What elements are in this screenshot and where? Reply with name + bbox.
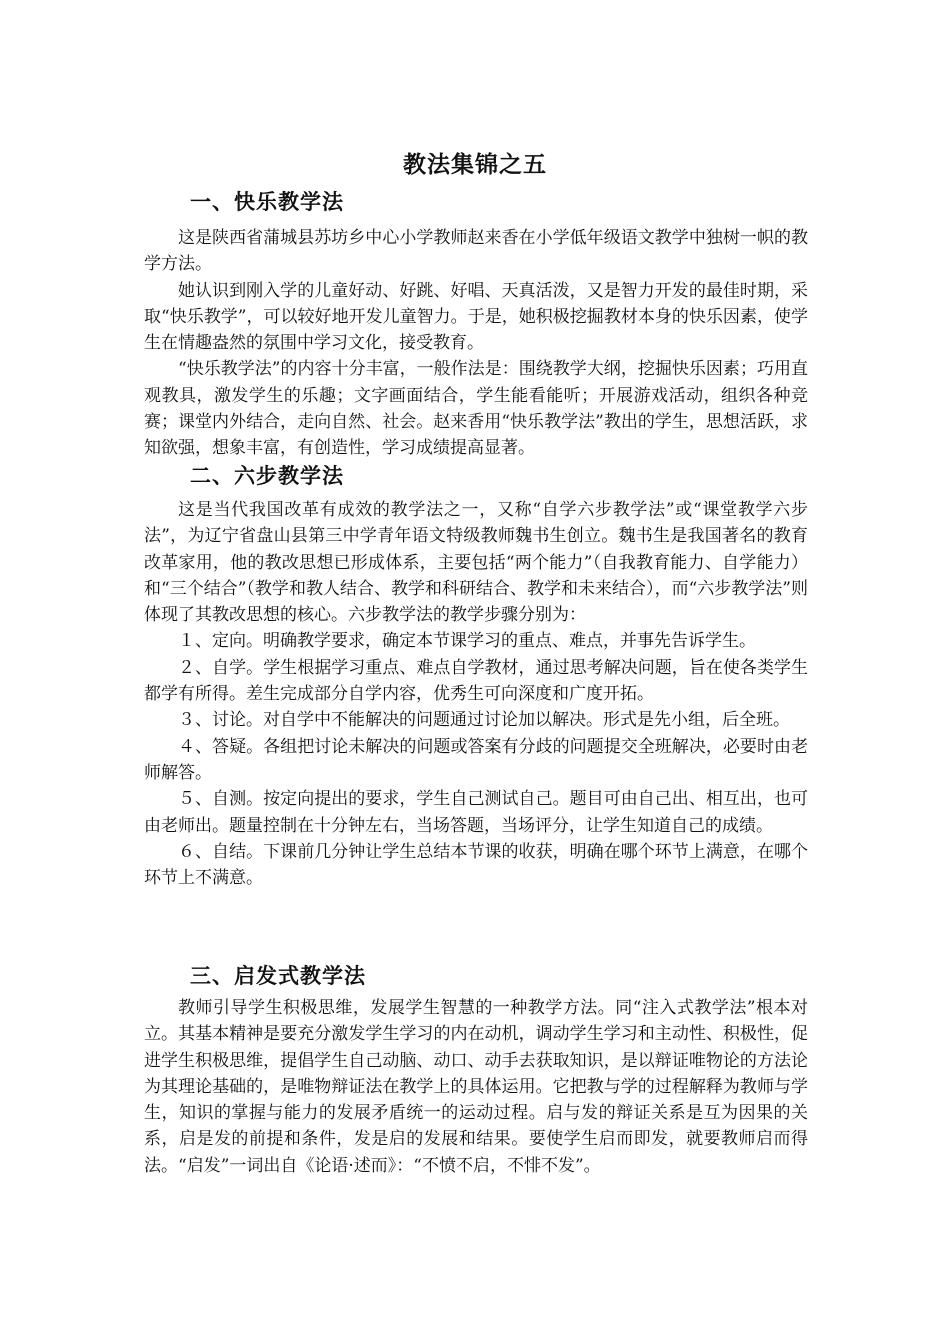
document-title: 教法集锦之五	[403, 151, 547, 178]
paragraph: 这是陕西省蒲城县苏坊乡中心小学教师赵来香在小学低年级语文教学中独树一帜的教学方法。	[144, 228, 808, 275]
section-body-3	[144, 995, 808, 1179]
section-body-2	[144, 497, 808, 891]
section-heading-3: 三、启发式教学法	[190, 963, 366, 988]
list-item: ６、自结。下课前几分钟让学生总结本节课的收获，明确在哪个环节上满意，在哪个环节上不满意。	[144, 841, 808, 889]
section-body-1	[144, 225, 808, 462]
list-item: ２、自学。学生根据学习重点、难点自学教材，通过思考解决问题，旨在使各类学生都学有所得。差生完成部分自学内容，优秀生可向深度和广度开拓。	[144, 657, 808, 705]
list-item: １、定向。明确教学要求，确定本节课学习的重点、难点，并事先告诉学生。	[178, 631, 756, 652]
list-item: ５、自测。按定向提出的要求，学生自己测试自己。题目可由自己出、相互出，也可由老师出。题量控制在十分钟左右，当场答题，当场评分，让学生知道自己的成绩。	[144, 789, 808, 836]
paragraph: “快乐教学法”的内容十分丰富，一般作法是：围绕教学大纲，挖掘快乐因素；巧用直观教具，激发学生的乐趣；文字画面结合，学生能看能听；开展游戏活动，组织各种竞赛；课堂内外结合，走向自然、社会。赵来香用“快乐教学法”教出的学生，思想活跃，求知欲强，想象丰富，有创造性，学习成绩提高显著。	[144, 359, 808, 459]
list-item: ３、讨论。对自学中不能解决的问题通过讨论加以解决。形式是先小组，后全班。	[178, 710, 790, 731]
section-heading-1: 一、快乐教学法	[190, 189, 344, 214]
list-item: ４、答疑。各组把讨论未解决的问题或答案有分歧的问题提交全班解决，必要时由老师解答。	[144, 736, 808, 783]
paragraph: 教师引导学生积极思维，发展学生智慧的一种教学方法。同“注入式教学法”根本对立。其基本精神是要充分激发学生学习的内在动机，调动学生学习和主动性、积极性，促进学生积极思维，提倡学生自己动脑、动口、动手去获取知识，是以辩证唯物论的方法论为其理论基础的，是唯物辩证法在教学上的具体运用。它把教与学的过程解释为教师与学生，知识的掌握与能力的发展矛盾统一的运动过程。启与发的辩证关系是互为因果的关系，启是发的前提和条件，发是启的发展和结果。要使学生启而即发，就要教师启而得法。“启发”一词出自《论语·述而》：“不愤不启，不悱不发”。	[144, 998, 808, 1176]
section-heading-2: 二、六步教学法	[190, 463, 344, 488]
paragraph: 这是当代我国改革有成效的教学法之一，又称“自学六步教学法”或“课堂教学六步法”，为辽宁省盘山县第三中学青年语文特级教师魏书生创立。魏书生是我国著名的教育改革家用，他的教改思想已形成体系，主要包括“两个能力”（自我教育能力、自学能力）和“三个结合”（教学和教人结合、教学和科研结合、教学和未来结合），而“六步教学法”则体现了其教改思想的核心。六步教学法的教学步骤分别为：	[144, 500, 808, 626]
paragraph: 她认识到刚入学的儿童好动、好跳、好唱、天真活泼，又是智力开发的最佳时期，采取“快乐教学”，可以较好地开发儿童智力。于是，她积极挖掘教材本身的快乐因素，使学生在情趣盎然的氛围中学习文化，接受教育。	[144, 280, 808, 354]
